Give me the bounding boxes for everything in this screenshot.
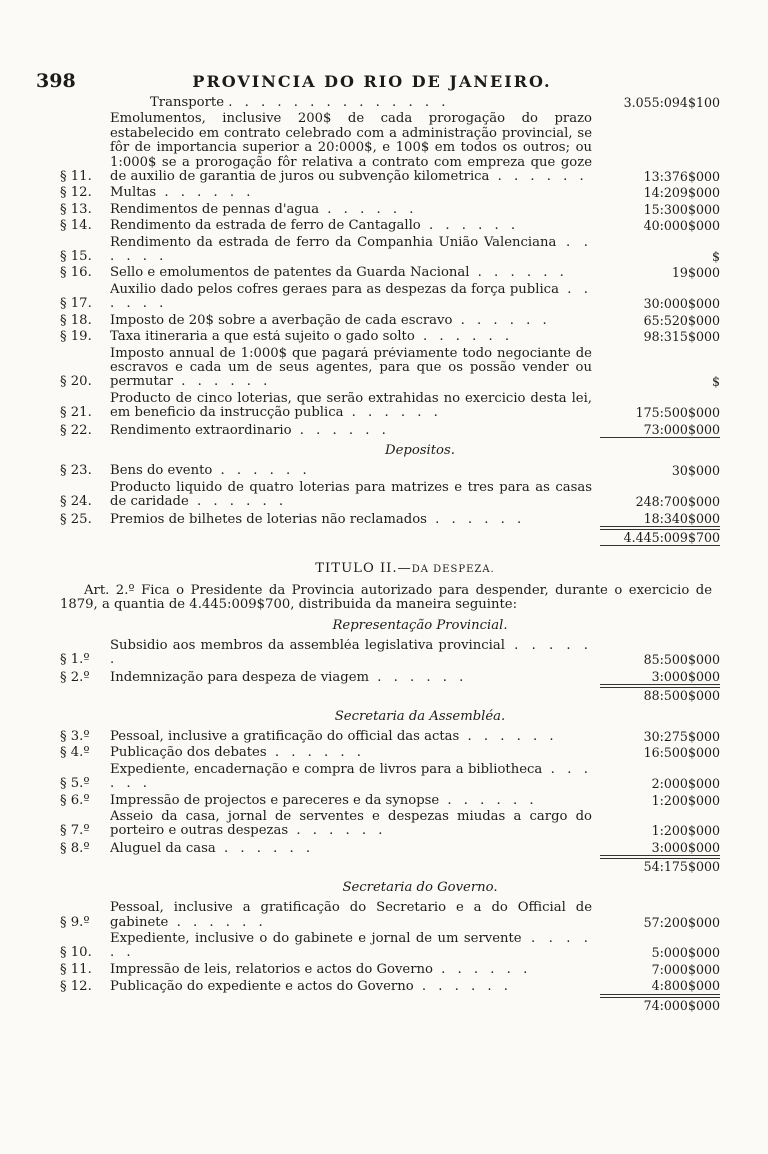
ledger-row: § 24. Producto liquido de quatro loterias para matrizes e tres para as casas de caridade . . . . . . 248:700$000 bbox=[60, 480, 720, 510]
section-number: § 21. bbox=[60, 405, 92, 421]
assembleia-total-row bbox=[60, 858, 720, 874]
item-text: Publicação do expediente e actos do Governo bbox=[110, 980, 414, 995]
section-number: § 25. bbox=[60, 511, 92, 527]
item-text: Expediente, encadernação e compra de livros para a bibliotheca bbox=[110, 762, 543, 777]
section-number: § 19. bbox=[60, 329, 92, 345]
item-amount: 85:500$000 bbox=[643, 652, 720, 668]
ledger-row: § 21. Producto de cinco loterias, que serão extrahidas no exercicio desta lei, em beneficio da instrucção publica . . . . . . 175:500$000 bbox=[60, 391, 720, 421]
secretaria-assembleia-list bbox=[60, 730, 720, 856]
ledger-row: § 14. Rendimento da estrada de ferro de Cantagallo . . . . . . 40:000$000 bbox=[60, 218, 720, 234]
ledger-row: § 8.º Aluguel da casa . . . . . . 3:000$000 bbox=[60, 839, 720, 856]
ledger-row: § 7.º Asseio da casa, jornal de serventes e despezas miudas a cargo do porteiro e outras despezas . . . . . . 1:200$000 bbox=[60, 810, 720, 839]
item-amount: 175:500$000 bbox=[635, 405, 720, 421]
item-text: Premios de bilhetes de loterias não reclamados bbox=[110, 512, 427, 527]
item-amount: 248:700$000 bbox=[635, 494, 720, 510]
section-number: § 24. bbox=[60, 494, 92, 510]
item-amount: $ bbox=[711, 249, 720, 265]
item-amount: 73:000$000 bbox=[600, 423, 720, 438]
section-number: § 11. bbox=[60, 961, 92, 977]
section-number: § 2.º bbox=[60, 669, 90, 685]
item-amount: 19$000 bbox=[671, 265, 720, 281]
item-text: Subsidio aos membros da assembléa legislativa provincial bbox=[110, 639, 505, 653]
section-number: § 10. bbox=[60, 945, 92, 961]
depositos-total-row bbox=[60, 529, 720, 546]
receita-list bbox=[60, 112, 720, 438]
representacao-total-row bbox=[60, 687, 720, 703]
item-amount: 1:200$000 bbox=[651, 823, 720, 839]
item-text: Expediente, inclusive o do gabinete e jornal de um servente bbox=[110, 931, 522, 946]
item-amount: 2:000$000 bbox=[651, 776, 720, 792]
ledger-row: § 1.º Subsidio aos membros da assembléa legislativa provincial . . . . . . 85:500$000 bbox=[60, 639, 720, 668]
secretaria-governo-heading: Secretaria do Governo. bbox=[342, 879, 498, 895]
item-text: Rendimento extraordinario bbox=[110, 423, 292, 438]
titulo-small: DA DESPEZA. bbox=[411, 564, 495, 576]
item-text: Impressão de leis, relatorios e actos do Governo bbox=[110, 962, 433, 977]
item-amount: 30:275$000 bbox=[643, 729, 720, 745]
section-number: § 17. bbox=[60, 296, 92, 312]
ledger-row: § 11. Emolumentos, inclusive 200$ de cada prorogação do prazo estabelecido em contrato celebrado com a administração provincial, se fôr de importancia superior a 20:000$, e 100$ em todos os outros; ou 1:000$ se a prorogação fôr relativa a contrato com empreza que goze de auxilio de garantia de juros ou subvenção kilometrica . . . . . . 13:376$000 bbox=[60, 112, 720, 185]
running-title: PROVINCIA DO RIO DE JANEIRO. bbox=[192, 72, 552, 91]
item-amount: 3:000$000 bbox=[600, 841, 720, 856]
ledger-row: § 13. Rendimentos de pennas d'agua . . . . . . 15:300$000 bbox=[60, 201, 720, 217]
section-number: § 6.º bbox=[60, 792, 90, 808]
section-number: § 5.º bbox=[60, 776, 90, 792]
item-text: Rendimento da estrada de ferro da Companhia União Valenciana bbox=[110, 235, 557, 250]
item-amount: 1:200$000 bbox=[651, 792, 720, 808]
item-amount: 14:209$000 bbox=[643, 185, 720, 201]
item-amount: 5:000$000 bbox=[651, 945, 720, 961]
section-number: § 22. bbox=[60, 422, 92, 438]
section-number: § 3.º bbox=[60, 729, 90, 745]
ledger-row: § 2.º Indemnização para despeza de viagem . . . . . . 3:000$000 bbox=[60, 668, 720, 685]
item-text: Publicação dos debates bbox=[110, 746, 267, 761]
item-text: Aluguel da casa bbox=[110, 841, 216, 856]
item-amount: 7:000$000 bbox=[651, 961, 720, 977]
ledger-row: § 17. Auxilio dado pelos cofres geraes para as despezas da força publica . . . . . . 30:000$000 bbox=[60, 282, 720, 312]
ledger-row: § 3.º Pessoal, inclusive a gratificação do official das actas . . . . . . 30:275$000 bbox=[60, 729, 720, 745]
section-number: § 1.º bbox=[60, 652, 90, 668]
ledger-row: § 5.º Expediente, encadernação e compra de livros para a bibliotheca . . . . . . 2:000$000 bbox=[60, 762, 720, 792]
depositos-list bbox=[60, 464, 720, 527]
secretaria-assembleia-heading: Secretaria da Assembléa. bbox=[334, 708, 506, 724]
item-amount: 30$000 bbox=[671, 463, 720, 479]
page-number: 398 bbox=[36, 70, 76, 92]
section-number: § 15. bbox=[60, 249, 92, 265]
ledger-row: § 11. Impressão de leis, relatorios e actos do Governo . . . . . . 7:000$000 bbox=[60, 961, 720, 977]
item-text: Impressão de projectos e pareceres e da synopse bbox=[110, 793, 440, 808]
item-text: Rendimento da estrada de ferro de Cantagallo bbox=[110, 219, 421, 234]
section-number: § 7.º bbox=[60, 823, 90, 839]
item-amount: $ bbox=[711, 374, 720, 390]
item-amount: 30:000$000 bbox=[643, 296, 720, 312]
section-number: § 9.º bbox=[60, 914, 90, 930]
item-text: Imposto annual de 1:000$ que pagará préviamente todo negociante de escravos e cada um de seus agentes, para que os possão vender ou permutar bbox=[110, 346, 592, 390]
section-number: § 18. bbox=[60, 312, 92, 328]
ledger-row: § 23. Bens do evento . . . . . . 30$000 bbox=[60, 463, 720, 479]
section-number: § 12. bbox=[60, 979, 92, 995]
titulo-main: TITULO II.— bbox=[315, 561, 412, 577]
ledger-row: § 15. Rendimento da estrada de ferro da Companhia União Valenciana . . . . . . $ bbox=[60, 235, 720, 265]
item-amount: 18:340$000 bbox=[600, 512, 720, 527]
item-text: Bens do evento bbox=[110, 464, 213, 479]
document-body bbox=[60, 96, 720, 1015]
governo-total-row bbox=[60, 997, 720, 1013]
item-amount: 16:500$000 bbox=[643, 745, 720, 761]
titulo-heading bbox=[90, 562, 720, 577]
ledger-row: § 18. Imposto de 20$ sobre a averbação de cada escravo . . . . . . 65:520$000 bbox=[60, 312, 720, 328]
ledger-row: § 12. Publicação do expediente e actos do Governo . . . . . . 4:800$000 bbox=[60, 978, 720, 995]
ledger-row: § 12. Multas . . . . . . 14:209$000 bbox=[60, 185, 720, 201]
transporte-amount: 3.055:094$100 bbox=[623, 95, 720, 110]
representacao-total: 88:500$000 bbox=[600, 687, 720, 703]
item-text: Rendimentos de pennas d'agua bbox=[110, 202, 320, 217]
section-number: § 11. bbox=[60, 169, 92, 185]
item-text: Producto liquido de quatro loterias para matrizes e tres para as casas de caridade bbox=[110, 480, 592, 510]
item-amount: 57:200$000 bbox=[643, 914, 720, 930]
item-amount: 3:000$000 bbox=[600, 670, 720, 685]
ledger-row: § 16. Sello e emolumentos de patentes da Guarda Nacional . . . . . . 19$000 bbox=[60, 265, 720, 281]
section-number: § 16. bbox=[60, 265, 92, 281]
item-amount: 98:315$000 bbox=[643, 329, 720, 345]
ledger-row: § 25. Premios de bilhetes de loterias não reclamados . . . . . . 18:340$000 bbox=[60, 510, 720, 527]
depositos-total: 4.445:009$700 bbox=[600, 529, 720, 546]
assembleia-total: 54:175$000 bbox=[600, 858, 720, 874]
secretaria-governo-list bbox=[60, 901, 720, 994]
governo-total: 74:000$000 bbox=[600, 997, 720, 1013]
representacao-list bbox=[60, 639, 720, 685]
item-amount: 15:300$000 bbox=[643, 201, 720, 217]
ledger-row: § 10. Expediente, inclusive o do gabinete e jornal de um servente . . . . . . 5:000$000 bbox=[60, 931, 720, 961]
item-amount: 40:000$000 bbox=[643, 218, 720, 234]
ledger-row: § 9.º Pessoal, inclusive a gratificação do Secretario e a do Official de gabinete . . . . . . 57:200$000 bbox=[60, 901, 720, 930]
ledger-row: § 19. Taxa itineraria a que está sujeito o gado solto . . . . . . 98:315$000 bbox=[60, 329, 720, 345]
item-amount: 4:800$000 bbox=[600, 979, 720, 994]
section-number: § 8.º bbox=[60, 840, 90, 856]
section-number: § 23. bbox=[60, 463, 92, 479]
depositos-heading: Depositos. bbox=[385, 442, 455, 458]
item-text: Sello e emolumentos de patentes da Guarda Nacional bbox=[110, 266, 470, 281]
ledger-row: § 22. Rendimento extraordinario . . . . . . 73:000$000 bbox=[60, 421, 720, 438]
item-amount: 65:520$000 bbox=[643, 312, 720, 328]
item-text: Auxilio dado pelos cofres geraes para as despezas da força publica bbox=[110, 282, 559, 297]
item-text: Emolumentos, inclusive 200$ de cada prorogação do prazo estabelecido em contrato celebrado com a administração provincial, se fôr de importancia superior a 20:000$, e 100$ em todos os outros; ou 1:000$ se a prorogação fôr relativa a contrato com empreza que goze de auxilio de garantia de juros ou subvenção kilometrica bbox=[110, 112, 592, 185]
item-text: Taxa itineraria a que está sujeito o gado solto bbox=[110, 330, 415, 345]
item-amount: 13:376$000 bbox=[643, 169, 720, 185]
item-text: Indemnização para despeza de viagem bbox=[110, 670, 369, 685]
item-text: Imposto de 20$ sobre a averbação de cada escravo bbox=[110, 313, 453, 328]
page-header bbox=[36, 70, 708, 94]
item-text: Producto de cinco loterias, que serão extrahidas no exercicio desta lei, em beneficio da instrucção publica bbox=[110, 391, 592, 421]
ledger-row: § 20. Imposto annual de 1:000$ que pagará préviamente todo negociante de escravos e cada um de seus agentes, para que os possão vender ou permutar . . . . . . $ bbox=[60, 346, 720, 390]
section-number: § 20. bbox=[60, 374, 92, 390]
article-2: Art. 2.º Fica o Presidente da Provincia autorizado para despender, durante o exercicio de 1879, a quantia de 4.445:009$700, distribuida da maneira seguinte: bbox=[60, 582, 712, 613]
section-number: § 13. bbox=[60, 201, 92, 217]
transporte-label: Transporte bbox=[150, 96, 225, 110]
section-number: § 4.º bbox=[60, 745, 90, 761]
representacao-heading: Representação Provincial. bbox=[332, 617, 508, 633]
ledger-row: § 4.º Publicação dos debates . . . . . . 16:500$000 bbox=[60, 745, 720, 761]
section-number: § 14. bbox=[60, 218, 92, 234]
item-text: Multas bbox=[110, 186, 157, 201]
item-text: Pessoal, inclusive a gratificação do official das actas bbox=[110, 730, 460, 745]
section-number: § 12. bbox=[60, 185, 92, 201]
item-text: Pessoal, inclusive a gratificação do Secretario e a do Official de gabinete bbox=[110, 901, 592, 930]
ledger-row: § 6.º Impressão de projectos e pareceres e da synopse . . . . . . 1:200$000 bbox=[60, 792, 720, 808]
transporte-row: Transporte . . . . . . . . . . . . . . 3.055:094$100 bbox=[60, 96, 720, 110]
item-text: Asseio da casa, jornal de serventes e despezas miudas a cargo do porteiro e outras despezas bbox=[110, 810, 592, 839]
